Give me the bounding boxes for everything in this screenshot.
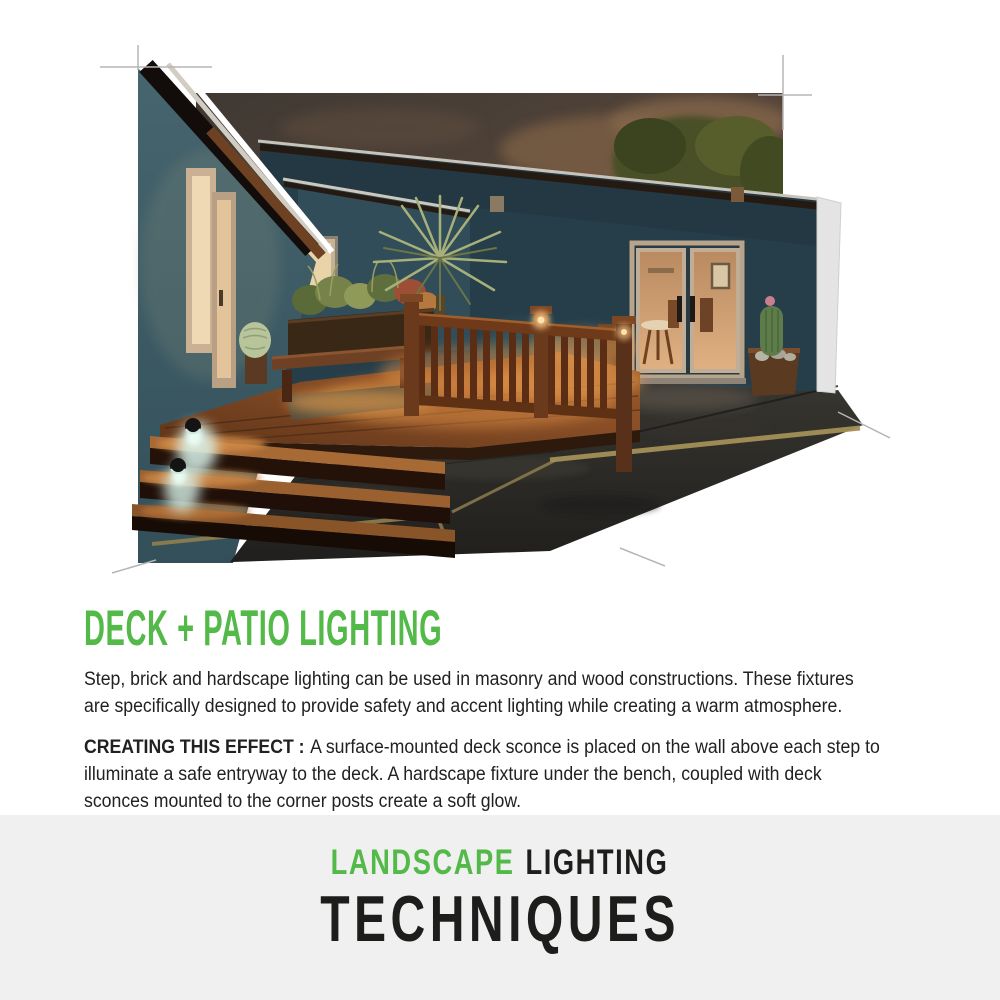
series-footer <box>0 815 1000 1000</box>
wall-vent <box>731 187 744 202</box>
effect-line <box>84 734 902 761</box>
effect-paragraph <box>84 734 964 815</box>
door-handle-left <box>677 296 682 322</box>
intro-paragraph <box>84 666 964 720</box>
cactus-flower <box>765 296 775 306</box>
section-title: DECK + PATIO LIGHTING <box>84 600 443 656</box>
french-doors <box>628 240 746 384</box>
series-brand-line <box>331 845 669 881</box>
effect-label: CREATING THIS EFFECT : <box>84 737 305 758</box>
effect-line: sconces mounted to the corner posts create a soft glow. <box>84 791 522 812</box>
effect-line: illuminate a safe entryway to the deck. A hardscape fixture under the bench, coupled with deck <box>84 764 822 785</box>
brand-word-landscape: LANDSCAPE <box>331 843 516 882</box>
cutaway-wall-slab <box>817 197 841 393</box>
wall-fixture <box>490 196 504 212</box>
series-title: TECHNIQUES <box>320 882 680 955</box>
brand-word-lighting: LIGHTING <box>525 843 669 882</box>
door-handle-right <box>690 296 695 322</box>
door-sill <box>628 378 746 384</box>
intro-line: are specifically designed to provide safety and accent lighting while creating a warm atmosphere. <box>84 696 843 717</box>
effect-line-text: A surface-mounted deck sconce is placed on the wall above each step to <box>310 737 880 758</box>
technique-section <box>84 600 964 815</box>
intro-line: Step, brick and hardscape lighting can be used in masonry and wood constructions. These fixtures <box>84 669 854 690</box>
door-handle <box>219 290 223 306</box>
